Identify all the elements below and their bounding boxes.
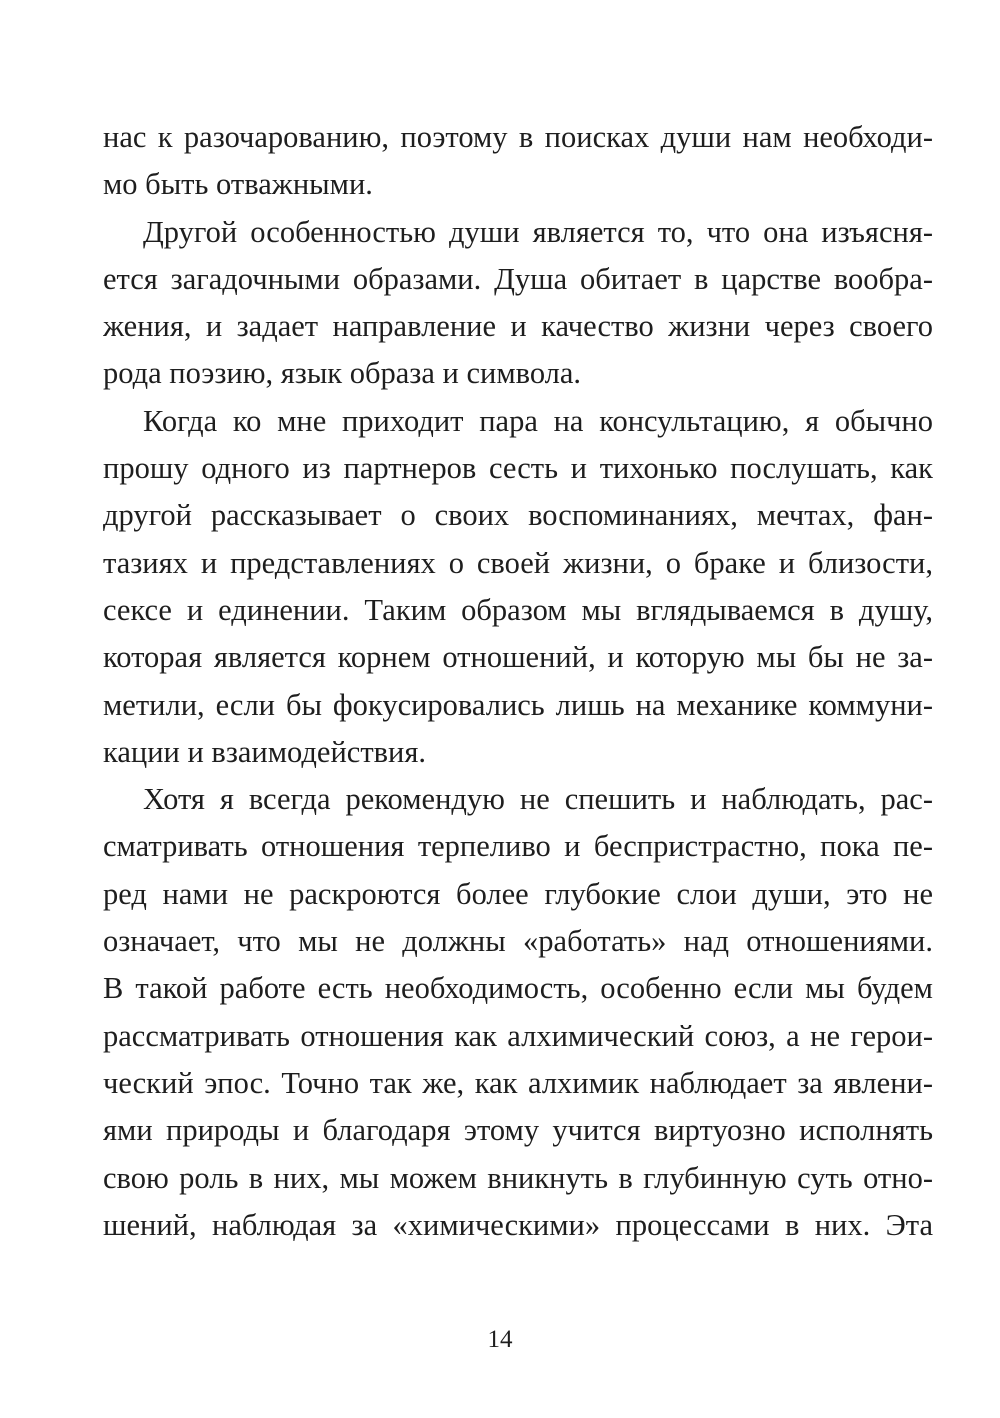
text-line: Другой особенностью души является то, что она изъясня-	[143, 214, 933, 249]
text-line: метили, если бы фокусировались лишь на механике коммуни-	[103, 687, 933, 722]
text-line: мо быть отважными.	[103, 167, 373, 202]
page-number: 14	[487, 1326, 513, 1353]
text-line: рассматривать отношения как алхимический союз, а не герои-	[103, 1018, 933, 1053]
text-line: В такой работе есть необходимость, особенно если мы будем	[103, 971, 933, 1006]
text-line: рода поэзию, язык образа и символа.	[103, 356, 582, 391]
text-line: кации и взаимодействия.	[103, 734, 427, 769]
text-line: жения, и задает направление и качество жизни через своего	[103, 309, 933, 344]
text-line: сматривать отношения терпеливо и беспристрастно, пока пе-	[103, 829, 933, 864]
text-line: прошу одного из партнеров сесть и тихонько послушать, как	[103, 451, 933, 486]
text-line: Когда ко мне приходит пара на консультацию, я обычно	[143, 403, 933, 438]
body-text	[103, 114, 933, 1249]
text-line: нас к разочарованию, поэтому в поисках души нам необходи-	[103, 120, 933, 154]
text-line: Хотя я всегда рекомендую не спешить и наблюдать, рас-	[143, 782, 933, 817]
text-line: шений, наблюдая за «химическими» процессами в них. Эта	[103, 1207, 933, 1242]
text-line: свою роль в них, мы можем вникнуть в глубинную суть отно-	[103, 1160, 933, 1195]
text-line: означает, что мы не должны «работать» над отношениями.	[103, 924, 933, 959]
text-line: ческий эпос. Точно так же, как алхимик наблюдает за явлени-	[103, 1065, 933, 1100]
text-line: другой рассказывает о своих воспоминаниях, мечтах, фан-	[103, 498, 933, 533]
text-line: которая является корнем отношений, и которую мы бы не за-	[103, 640, 933, 675]
text-line: ется загадочными образами. Душа обитает в царстве вообра-	[103, 261, 933, 296]
text-line: ред нами не раскроются более глубокие слои души, это не	[103, 876, 933, 911]
text-line: сексе и единении. Таким образом мы вглядываемся в душу,	[103, 592, 933, 627]
text-line: ями природы и благодаря этому учится виртуозно исполнять	[103, 1113, 933, 1148]
text-line: тазиях и представлениях о своей жизни, о браке и близости,	[103, 545, 933, 580]
